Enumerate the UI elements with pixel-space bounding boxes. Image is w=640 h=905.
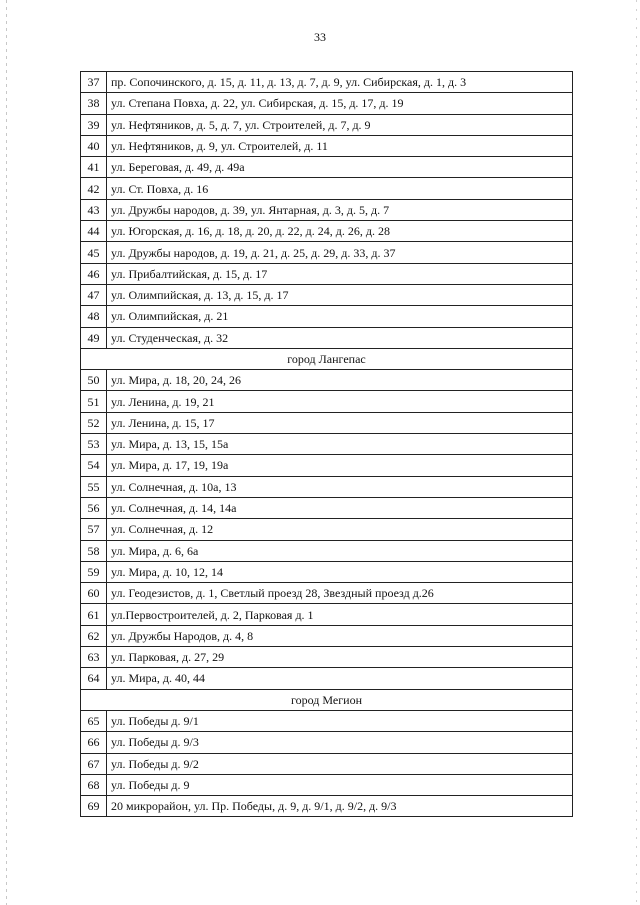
table-row xyxy=(81,114,573,135)
address-cell: ул. Победы д. 9/1 xyxy=(107,710,573,731)
table-row xyxy=(81,263,573,284)
address-cell: ул. Олимпийская, д. 21 xyxy=(107,306,573,327)
address-cell: ул. Мира, д. 40, 44 xyxy=(107,668,573,689)
row-number: 64 xyxy=(81,668,107,689)
row-number: 44 xyxy=(81,221,107,242)
table-row xyxy=(81,391,573,412)
row-number: 48 xyxy=(81,306,107,327)
address-cell: ул. Геодезистов, д. 1, Светлый проезд 28, Звездный проезд д.26 xyxy=(107,583,573,604)
table-row xyxy=(81,157,573,178)
address-cell: ул. Мира, д. 18, 20, 24, 26 xyxy=(107,370,573,391)
row-number: 61 xyxy=(81,604,107,625)
table-row xyxy=(81,796,573,817)
address-cell: ул. Парковая, д. 27, 29 xyxy=(107,647,573,668)
address-cell: ул. Мира, д. 13, 15, 15а xyxy=(107,434,573,455)
table-row xyxy=(81,476,573,497)
address-cell: ул. Югорская, д. 16, д. 18, д. 20, д. 22, д. 24, д. 26, д. 28 xyxy=(107,221,573,242)
address-cell: ул. Ленина, д. 15, 17 xyxy=(107,412,573,433)
table-row xyxy=(81,72,573,93)
section-title: город Мегион xyxy=(81,689,573,710)
row-number: 47 xyxy=(81,284,107,305)
address-cell: ул. Солнечная, д. 14, 14а xyxy=(107,497,573,518)
address-cell: ул. Нефтяников, д. 5, д. 7, ул. Строителей, д. 7, д. 9 xyxy=(107,114,573,135)
row-number: 41 xyxy=(81,157,107,178)
table-row xyxy=(81,242,573,263)
row-number: 58 xyxy=(81,540,107,561)
address-cell: ул. Мира, д. 17, 19, 19а xyxy=(107,455,573,476)
page-number: 33 xyxy=(314,30,326,44)
table-row xyxy=(81,647,573,668)
row-number: 37 xyxy=(81,72,107,93)
row-number: 68 xyxy=(81,774,107,795)
address-cell: ул. Ленина, д. 19, 21 xyxy=(107,391,573,412)
address-cell: ул. Победы д. 9/3 xyxy=(107,732,573,753)
address-cell: ул. Дружбы Народов, д. 4, 8 xyxy=(107,625,573,646)
row-number: 67 xyxy=(81,753,107,774)
table-row xyxy=(81,93,573,114)
table-row xyxy=(81,178,573,199)
row-number: 57 xyxy=(81,519,107,540)
table-row xyxy=(81,604,573,625)
row-number: 65 xyxy=(81,710,107,731)
row-number: 59 xyxy=(81,561,107,582)
table-row xyxy=(81,774,573,795)
row-number: 40 xyxy=(81,135,107,156)
table-row xyxy=(81,732,573,753)
scan-edge-right xyxy=(636,0,637,905)
address-table-body xyxy=(81,72,573,817)
row-number: 42 xyxy=(81,178,107,199)
table-row xyxy=(81,583,573,604)
table-row xyxy=(81,434,573,455)
address-cell: ул. Степана Повха, д. 22, ул. Сибирская, д. 15, д. 17, д. 19 xyxy=(107,93,573,114)
row-number: 45 xyxy=(81,242,107,263)
table-row xyxy=(81,668,573,689)
section-header-row xyxy=(81,689,573,710)
row-number: 50 xyxy=(81,370,107,391)
table-row xyxy=(81,625,573,646)
address-cell: ул. Олимпийская, д. 13, д. 15, д. 17 xyxy=(107,284,573,305)
row-number: 69 xyxy=(81,796,107,817)
address-cell: ул. Ст. Повха, д. 16 xyxy=(107,178,573,199)
table-row xyxy=(81,306,573,327)
table-row xyxy=(81,540,573,561)
row-number: 38 xyxy=(81,93,107,114)
row-number: 56 xyxy=(81,497,107,518)
table-row xyxy=(81,519,573,540)
address-cell: пр. Сопочинского, д. 15, д. 11, д. 13, д. 7, д. 9, ул. Сибирская, д. 1, д. 3 xyxy=(107,72,573,93)
row-number: 43 xyxy=(81,199,107,220)
row-number: 63 xyxy=(81,647,107,668)
row-number: 51 xyxy=(81,391,107,412)
address-cell: ул. Нефтяников, д. 9, ул. Строителей, д. 11 xyxy=(107,135,573,156)
table-row xyxy=(81,561,573,582)
scan-edge-left xyxy=(6,0,7,905)
row-number: 49 xyxy=(81,327,107,348)
row-number: 39 xyxy=(81,114,107,135)
table-row xyxy=(81,497,573,518)
address-cell: ул. Прибалтийская, д. 15, д. 17 xyxy=(107,263,573,284)
address-cell: ул.Первостроителей, д. 2, Парковая д. 1 xyxy=(107,604,573,625)
address-cell: ул. Победы д. 9 xyxy=(107,774,573,795)
table-row xyxy=(81,710,573,731)
row-number: 62 xyxy=(81,625,107,646)
row-number: 46 xyxy=(81,263,107,284)
table-row xyxy=(81,412,573,433)
table-row xyxy=(81,327,573,348)
section-header-row xyxy=(81,348,573,369)
address-cell: ул. Солнечная, д. 12 xyxy=(107,519,573,540)
address-cell: 20 микрорайон, ул. Пр. Победы, д. 9, д. 9/1, д. 9/2, д. 9/3 xyxy=(107,796,573,817)
address-table xyxy=(80,71,573,817)
row-number: 66 xyxy=(81,732,107,753)
row-number: 60 xyxy=(81,583,107,604)
table-row xyxy=(81,370,573,391)
address-cell: ул. Дружбы народов, д. 19, д. 21, д. 25, д. 29, д. 33, д. 37 xyxy=(107,242,573,263)
address-cell: ул. Мира, д. 10, 12, 14 xyxy=(107,561,573,582)
row-number: 55 xyxy=(81,476,107,497)
address-cell: ул. Солнечная, д. 10а, 13 xyxy=(107,476,573,497)
section-title: город Лангепас xyxy=(81,348,573,369)
row-number: 54 xyxy=(81,455,107,476)
table-row xyxy=(81,753,573,774)
row-number: 52 xyxy=(81,412,107,433)
address-cell: ул. Мира, д. 6, 6а xyxy=(107,540,573,561)
table-row xyxy=(81,135,573,156)
table-row xyxy=(81,455,573,476)
table-row xyxy=(81,284,573,305)
address-cell: ул. Победы д. 9/2 xyxy=(107,753,573,774)
address-cell: ул. Студенческая, д. 32 xyxy=(107,327,573,348)
table-row xyxy=(81,199,573,220)
address-cell: ул. Дружбы народов, д. 39, ул. Янтарная, д. 3, д. 5, д. 7 xyxy=(107,199,573,220)
row-number: 53 xyxy=(81,434,107,455)
table-row xyxy=(81,221,573,242)
address-cell: ул. Береговая, д. 49, д. 49а xyxy=(107,157,573,178)
